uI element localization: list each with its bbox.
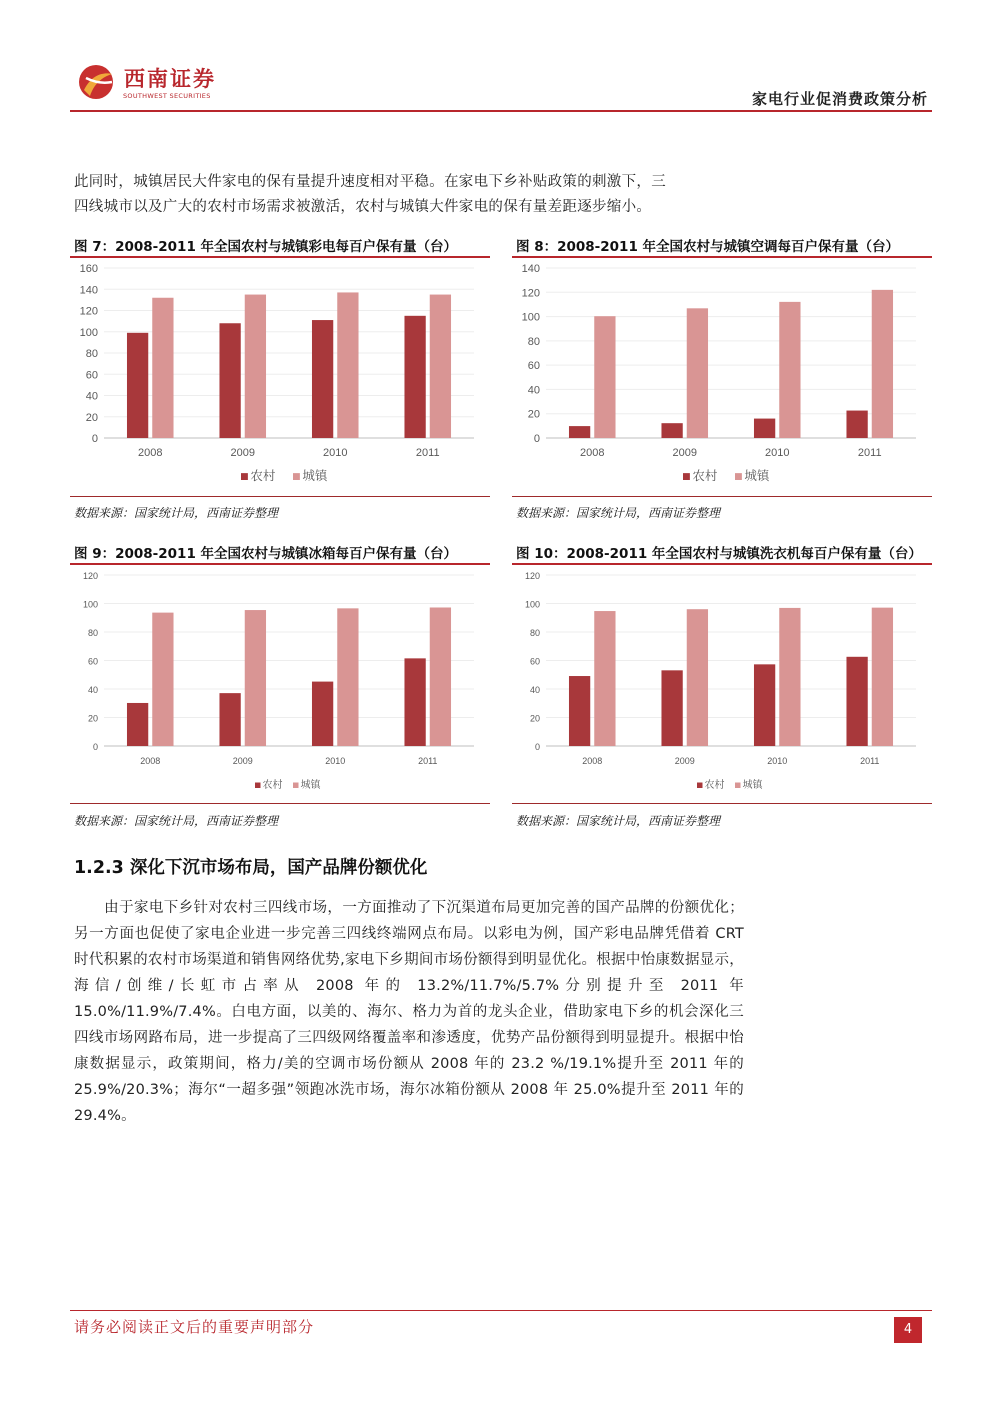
legend-label-urban: 城镇 <box>742 780 763 791</box>
x-tick-label: 2009 <box>674 756 695 766</box>
y-tick-label: 120 <box>79 305 98 318</box>
bar-urban-2010 <box>337 292 358 438</box>
y-tick-label: 80 <box>527 335 540 348</box>
y-tick-label: 80 <box>529 628 540 638</box>
bar-urban-2008 <box>594 316 615 438</box>
legend-label-rural: 农村 <box>250 468 276 483</box>
logo-text-cn: 西南证券 <box>124 66 216 91</box>
legend-label-rural: 农村 <box>262 780 283 791</box>
section-body-text: 由于家电下乡针对农村三四线市场，一方面推动了下沉渠道布局更加完善的国产品牌的份额优化；另一方面也促使了家电企业进一步完善三四线终端网点布局。以彩电为例，国产彩电品牌凭借着 CRT 时代积累的农村市场渠道和销售网络优势,家电下乡期间市场份额得到明显优化。根据中怡康数据显示，海信/创维/长虹市占率从 2008 年的 13.2%/11.7%/5.7%分别提升至 2011 年 15.0%/11.9%/7.4%。白电方面，以美的、海尔、格力为首的龙头企业，借助家电下乡的机会深化三四线市场网路布局，进一步提高了三四级网络覆盖率和渗透度，优势产品份额得到明显提升。根据中怡康数据显示，政策期间，格力/美的空调市场份额从 2008 年的 23.2 %/19.1%提升至 2011 年的 25.9%/20.3%；海尔“一超多强”领跑冰洗市场，海尔冰箱份额从 2008 年 25.0%提升至 2011 年的 29.4%。 <box>74 900 744 1124</box>
y-tick-label: 20 <box>85 411 98 424</box>
y-tick-label: 0 <box>533 433 540 445</box>
intro-line-1: 此同时，城镇居民大件家电的保有量提升速度相对平稳。在家电下乡补贴政策的刺激下，三 <box>74 174 666 190</box>
legend-label-urban: 城镇 <box>744 468 770 483</box>
bar-urban-2008 <box>152 298 173 438</box>
y-tick-label: 20 <box>87 713 98 724</box>
y-tick-label: 20 <box>527 408 540 421</box>
x-tick-label: 2008 <box>140 756 161 766</box>
legend-label-urban: 城镇 <box>302 468 328 483</box>
y-tick-label: 0 <box>92 742 98 752</box>
logo-text-en: SOUTHWEST SECURITIES <box>123 92 211 100</box>
x-tick-label: 2008 <box>582 756 603 766</box>
figure-9-bottom-rule <box>70 803 490 804</box>
report-title: 家电行业促消费政策分析 <box>751 90 928 108</box>
bar-urban-2008 <box>594 611 615 746</box>
legend-label-urban: 城镇 <box>300 780 321 791</box>
figure-8-bottom-rule <box>512 496 932 497</box>
legend-swatch-urban <box>293 783 299 789</box>
legend-swatch-urban <box>735 473 742 480</box>
x-tick-label: 2009 <box>672 447 697 459</box>
bar-urban-2009 <box>687 609 708 746</box>
bar-urban-2011 <box>872 608 893 746</box>
y-tick-label: 120 <box>82 571 98 581</box>
y-tick-label: 160 <box>79 263 98 275</box>
figure-7-chart <box>70 258 490 494</box>
x-tick-label: 2010 <box>323 447 348 459</box>
y-tick-label: 40 <box>85 390 98 403</box>
figure-8-source: 数据来源：国家统计局，西南证券整理 <box>516 506 721 520</box>
y-tick-label: 60 <box>529 656 540 667</box>
y-tick-label: 60 <box>85 369 98 382</box>
bar-rural-2010 <box>754 664 775 746</box>
bar-rural-2009 <box>661 670 682 746</box>
intro-line-2: 四线城市以及广大的农村市场需求被激活，农村与城镇大件家电的保有量差距逐步缩小。 <box>74 199 652 215</box>
y-tick-label: 40 <box>87 685 98 695</box>
figure-8-title: 图 8：2008-2011 年全国农村与城镇空调每百户保有量（台） <box>516 239 900 255</box>
bar-urban-2010 <box>779 608 800 746</box>
footer-notice: 请务必阅读正文后的重要声明部分 <box>74 1318 315 1336</box>
bar-rural-2011 <box>846 411 867 438</box>
legend-swatch-rural <box>255 783 261 789</box>
legend-swatch-rural <box>241 473 248 480</box>
bar-rural-2010 <box>312 682 333 746</box>
figure-10-source: 数据来源：国家统计局，西南证券整理 <box>516 814 721 828</box>
y-tick-label: 120 <box>521 287 540 300</box>
footer-divider <box>70 1310 932 1311</box>
legend-swatch-rural <box>697 783 703 789</box>
x-tick-label: 2011 <box>860 756 880 766</box>
legend-swatch-urban <box>735 783 741 789</box>
y-tick-label: 140 <box>79 284 98 297</box>
y-tick-label: 0 <box>91 433 98 445</box>
x-tick-label: 2011 <box>857 447 882 459</box>
y-tick-label: 20 <box>529 713 540 724</box>
legend-swatch-urban <box>293 473 300 480</box>
x-tick-label: 2008 <box>138 447 163 459</box>
x-tick-label: 2010 <box>325 756 346 766</box>
x-tick-label: 2010 <box>765 447 790 459</box>
figure-9-title: 图 9：2008-2011 年全国农村与城镇冰箱每百户保有量（台） <box>74 546 458 562</box>
y-tick-label: 60 <box>527 360 540 373</box>
bar-urban-2008 <box>152 613 173 746</box>
y-tick-label: 100 <box>524 599 540 610</box>
y-tick-label: 40 <box>529 685 540 695</box>
y-tick-label: 60 <box>87 656 98 667</box>
y-tick-label: 120 <box>524 571 540 581</box>
x-tick-label: 2008 <box>580 447 605 459</box>
x-tick-label: 2011 <box>415 447 440 459</box>
y-tick-label: 40 <box>527 384 540 397</box>
bar-rural-2009 <box>219 323 240 438</box>
bar-urban-2010 <box>779 302 800 438</box>
figure-7-title: 图 7：2008-2011 年全国农村与城镇彩电每百户保有量（台） <box>74 239 458 255</box>
bar-urban-2009 <box>245 610 266 746</box>
section-body <box>74 895 744 1129</box>
section-title: 1.2.3 深化下沉市场布局，国产品牌份额优化 <box>74 858 428 878</box>
bar-rural-2009 <box>219 693 240 746</box>
figure-9-chart <box>70 565 490 802</box>
bar-urban-2011 <box>872 290 893 438</box>
y-tick-label: 80 <box>87 628 98 638</box>
legend-label-rural: 农村 <box>704 780 725 791</box>
figure-10-title: 图 10：2008-2011 年全国农村与城镇洗衣机每百户保有量（台） <box>516 546 922 562</box>
bar-rural-2010 <box>312 320 333 438</box>
y-tick-label: 100 <box>82 599 98 610</box>
y-tick-label: 100 <box>521 311 540 324</box>
figure-7-source: 数据来源：国家统计局，西南证券整理 <box>74 506 279 520</box>
figure-9-source: 数据来源：国家统计局，西南证券整理 <box>74 814 279 828</box>
bar-urban-2009 <box>245 295 266 438</box>
bar-rural-2011 <box>404 658 425 746</box>
bar-rural-2011 <box>846 657 867 746</box>
figure-10-chart <box>512 565 932 802</box>
x-tick-label: 2011 <box>418 756 438 766</box>
bar-rural-2008 <box>127 333 148 438</box>
bar-rural-2011 <box>404 316 425 438</box>
page-number: 4 <box>894 1317 922 1343</box>
legend-label-rural: 农村 <box>692 468 718 483</box>
figure-8-chart <box>512 258 932 494</box>
x-tick-label: 2009 <box>230 447 255 459</box>
bar-rural-2008 <box>569 676 590 746</box>
legend-swatch-rural <box>683 473 690 480</box>
bar-urban-2011 <box>430 295 451 438</box>
y-tick-label: 80 <box>85 348 98 360</box>
bar-rural-2008 <box>569 426 590 438</box>
y-tick-label: 140 <box>521 263 540 275</box>
y-tick-label: 0 <box>534 742 540 752</box>
bar-urban-2010 <box>337 608 358 746</box>
y-tick-label: 100 <box>79 326 98 339</box>
figure-7-bottom-rule <box>70 496 490 497</box>
bar-urban-2011 <box>430 607 451 746</box>
bar-urban-2009 <box>687 308 708 438</box>
x-tick-label: 2010 <box>767 756 788 766</box>
figure-10-bottom-rule <box>512 803 932 804</box>
bar-rural-2010 <box>754 419 775 438</box>
header-divider <box>70 110 932 112</box>
bar-rural-2009 <box>661 423 682 438</box>
bar-rural-2008 <box>127 703 148 746</box>
x-tick-label: 2009 <box>232 756 253 766</box>
